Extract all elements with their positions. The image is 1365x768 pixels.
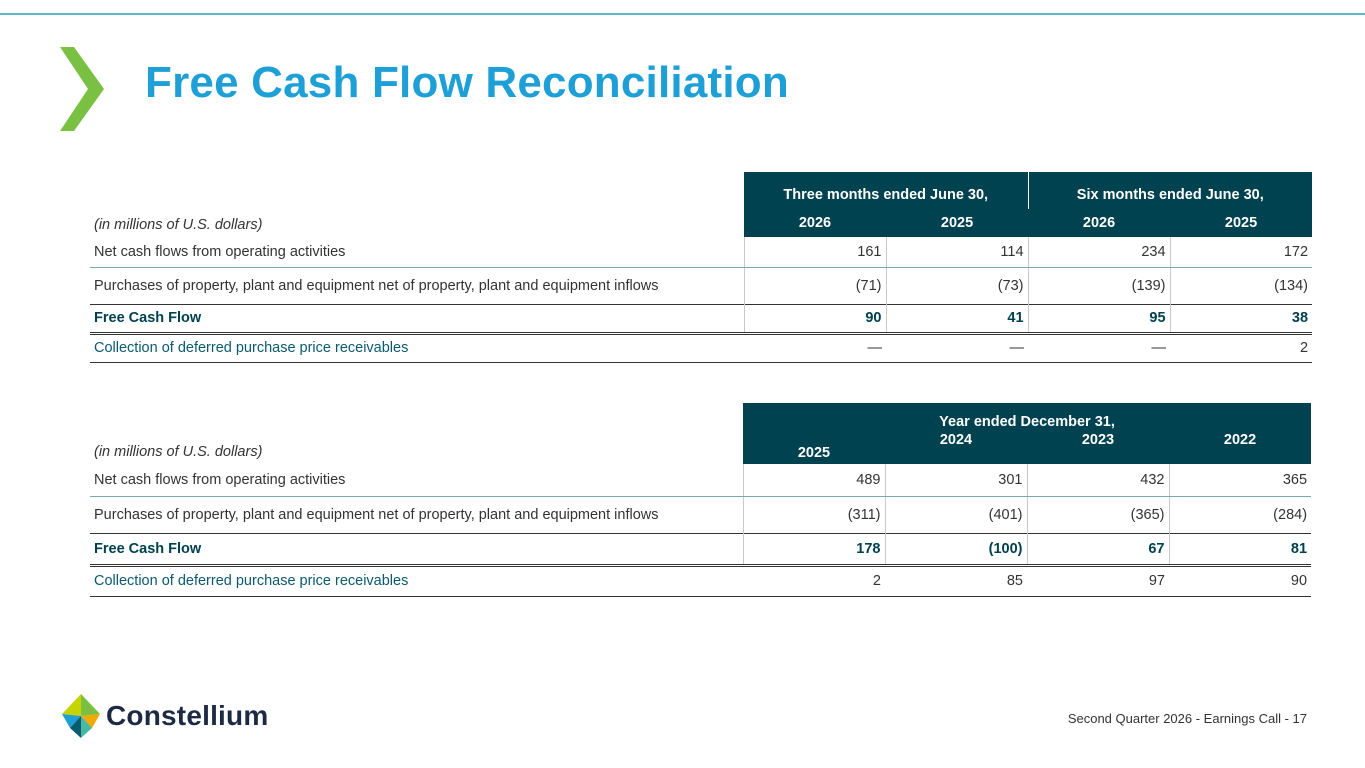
cell-value: 90 (744, 304, 886, 333)
row-label: Collection of deferred purchase price receivables (90, 565, 743, 596)
table-row (90, 496, 1311, 533)
year-header: 2025 (743, 432, 885, 464)
row-label: Purchases of property, plant and equipment net of property, plant and equipment inflows (94, 277, 659, 294)
cell-value: 38 (1170, 304, 1312, 333)
fcf-row (90, 533, 1311, 565)
year-header: 2025 (1170, 209, 1312, 237)
cell-value: 172 (1170, 237, 1312, 267)
cell-value: 41 (886, 304, 1028, 333)
cell-value: — (886, 333, 1028, 362)
table-row (90, 464, 1311, 496)
cell-value: 95 (1028, 304, 1170, 333)
cell-value: (134) (1170, 267, 1312, 304)
cell-value: 489 (743, 464, 885, 496)
cell-value: (139) (1028, 267, 1170, 304)
row-label: Collection of deferred purchase price receivables (90, 333, 744, 362)
row-label: Net cash flows from operating activities (90, 464, 743, 496)
collection-row (90, 565, 1311, 596)
cell-value: 432 (1027, 464, 1169, 496)
year-header: 2024 (885, 432, 1027, 464)
row-label: Net cash flows from operating activities (90, 237, 744, 267)
unit-label: (in millions of U.S. dollars) (94, 444, 263, 460)
cell-value: 2 (1170, 333, 1312, 362)
logo-text: Constellium (106, 700, 269, 731)
cell-value: (284) (1169, 496, 1311, 533)
cell-value: (71) (744, 267, 886, 304)
cell-value: 67 (1027, 533, 1169, 565)
chevron-icon (60, 47, 104, 131)
fcf-row (90, 304, 1312, 333)
table-row (90, 267, 1312, 304)
group-header-year-ended: Year ended December 31, (743, 403, 1311, 432)
row-label: Purchases of property, plant and equipment net of property, plant and equipment inflows (94, 506, 659, 523)
cell-value: 365 (1169, 464, 1311, 496)
cell-value: (311) (743, 496, 885, 533)
page-title: Free Cash Flow Reconciliation (145, 58, 789, 107)
top-rule (0, 13, 1365, 15)
cell-value: — (1028, 333, 1170, 362)
constellium-logo-icon (62, 694, 100, 738)
cell-value: (401) (885, 496, 1027, 533)
cell-value: (365) (1027, 496, 1169, 533)
group-header-three-months: Three months ended June 30, (744, 172, 1028, 209)
cell-value: 81 (1169, 533, 1311, 565)
footer-text: Second Quarter 2026 - Earnings Call - 17 (1067, 711, 1307, 726)
cell-value: 234 (1028, 237, 1170, 267)
year-header: 2026 (744, 209, 886, 237)
cell-value: 90 (1169, 565, 1311, 596)
collection-row (90, 333, 1312, 362)
cell-value: — (744, 333, 886, 362)
cell-value: 97 (1027, 565, 1169, 596)
table-row (90, 237, 1312, 267)
cell-value: (100) (885, 533, 1027, 565)
annual-fcf-table (90, 403, 1311, 597)
cell-value: 85 (885, 565, 1027, 596)
year-header: 2026 (1028, 209, 1170, 237)
cell-value: 178 (743, 533, 885, 565)
quarterly-fcf-table (90, 172, 1312, 363)
cell-value: 2 (743, 565, 885, 596)
year-header: 2022 (1169, 432, 1311, 464)
unit-label: (in millions of U.S. dollars) (94, 217, 263, 233)
cell-value: (73) (886, 267, 1028, 304)
constellium-logo (62, 694, 268, 738)
year-header: 2025 (886, 209, 1028, 237)
cell-value: 301 (885, 464, 1027, 496)
cell-value: 114 (886, 237, 1028, 267)
group-header-six-months: Six months ended June 30, (1028, 172, 1312, 209)
row-label: Free Cash Flow (90, 304, 744, 333)
year-header: 2023 (1027, 432, 1169, 464)
row-label: Free Cash Flow (90, 533, 743, 565)
cell-value: 161 (744, 237, 886, 267)
